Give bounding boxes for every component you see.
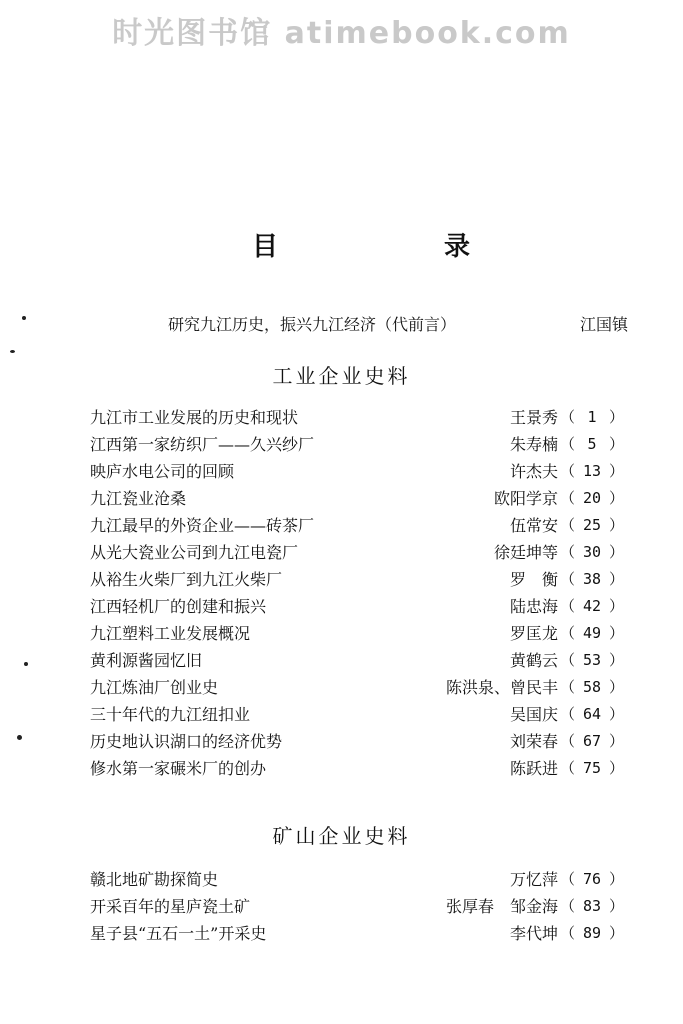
entry-page: （ 42 ） bbox=[560, 597, 625, 615]
toc-entry[interactable] bbox=[90, 512, 625, 539]
entry-author: 陆忠海 bbox=[509, 597, 558, 616]
entry-title: 修水第一家碾米厂的创办 bbox=[90, 759, 267, 778]
toc-entry[interactable] bbox=[90, 404, 625, 431]
title-char-left: 目 bbox=[252, 232, 279, 262]
entry-title: 黄利源酱园忆旧 bbox=[90, 651, 203, 670]
entry-title: 从裕生火柴厂到九江火柴厂 bbox=[90, 570, 283, 589]
entry-author: 刘荣春 bbox=[509, 732, 558, 751]
toc-entry[interactable] bbox=[90, 485, 625, 512]
entry-author: 伍常安 bbox=[509, 516, 558, 535]
section-heading-industry: 工业企业史料 bbox=[272, 364, 411, 388]
entry-author: 许杰夫 bbox=[509, 462, 558, 481]
toc-entry[interactable] bbox=[90, 674, 625, 701]
entry-title: 赣北地矿勘探简史 bbox=[90, 870, 219, 889]
entry-page: （ 53 ） bbox=[560, 651, 625, 669]
entry-author: 欧阳学京 bbox=[493, 489, 558, 508]
scan-speck bbox=[24, 662, 28, 666]
watermark-text: 时光图书馆 atimebook.com bbox=[112, 16, 571, 51]
toc-entry[interactable] bbox=[90, 458, 625, 485]
entry-author: 黄鹤云 bbox=[509, 651, 558, 670]
toc-list-industry bbox=[90, 404, 625, 782]
entry-title: 从光大瓷业公司到九江电瓷厂 bbox=[90, 543, 299, 562]
entry-title: 映庐水电公司的回顾 bbox=[90, 462, 235, 481]
entry-page: （ 76 ） bbox=[560, 870, 625, 888]
entry-page: （ 75 ） bbox=[560, 759, 625, 777]
entry-page: （ 89 ） bbox=[560, 924, 625, 942]
preface-title: 研究九江历史，振兴九江经济（代前言） bbox=[168, 315, 457, 334]
scan-speck bbox=[10, 350, 15, 353]
entry-title: 星子县“五石一土”开采史 bbox=[90, 924, 267, 943]
entry-author: 李代坤 bbox=[509, 924, 558, 943]
entry-page: （ 20 ） bbox=[560, 489, 625, 507]
toc-entry[interactable] bbox=[90, 647, 625, 674]
entry-title: 九江市工业发展的历史和现状 bbox=[90, 408, 299, 427]
toc-entry[interactable] bbox=[90, 539, 625, 566]
toc-entry[interactable] bbox=[90, 728, 625, 755]
entry-author: 万忆萍 bbox=[509, 870, 558, 889]
section-heading-mining: 矿山企业史料 bbox=[272, 824, 411, 848]
scan-speck bbox=[22, 316, 26, 320]
entry-author: 朱寿楠 bbox=[509, 435, 558, 454]
toc-entry[interactable] bbox=[90, 566, 625, 593]
toc-entry[interactable] bbox=[90, 431, 625, 458]
entry-title: 三十年代的九江纽扣业 bbox=[90, 705, 251, 724]
toc-entry[interactable] bbox=[90, 701, 625, 728]
entry-author: 王景秀 bbox=[509, 408, 558, 427]
entry-page: （ 83 ） bbox=[560, 897, 625, 915]
entry-page: （ 1 ） bbox=[560, 408, 625, 426]
entry-page: （ 5 ） bbox=[560, 435, 625, 453]
scan-speck bbox=[17, 735, 22, 740]
entry-title: 江西轻机厂的创建和振兴 bbox=[90, 597, 267, 616]
entry-page: （ 64 ） bbox=[560, 705, 625, 723]
entry-page: （ 49 ） bbox=[560, 624, 625, 642]
entry-title: 九江塑料工业发展概况 bbox=[90, 624, 251, 643]
entry-author: 罗 衡 bbox=[509, 570, 558, 589]
toc-entry[interactable] bbox=[90, 593, 625, 620]
toc-entry[interactable] bbox=[90, 755, 625, 782]
preface-author: 江国镇 bbox=[579, 315, 628, 334]
toc-entry[interactable] bbox=[90, 620, 625, 647]
entry-author: 罗匡龙 bbox=[509, 624, 558, 643]
entry-page: （ 30 ） bbox=[560, 543, 625, 561]
entry-author: 陈洪泉、曾民丰 bbox=[445, 678, 558, 697]
entry-author: 张厚春 邹金海 bbox=[445, 897, 558, 916]
entry-author: 徐廷坤等 bbox=[493, 543, 558, 562]
entry-page: （ 13 ） bbox=[560, 462, 625, 480]
entry-title: 开采百年的星庐瓷土矿 bbox=[90, 897, 251, 916]
entry-title: 江西第一家纺织厂——久兴纱厂 bbox=[90, 435, 315, 454]
toc-entry[interactable] bbox=[90, 920, 625, 947]
entry-title: 九江瓷业沧桑 bbox=[90, 489, 187, 508]
entry-page: （ 25 ） bbox=[560, 516, 625, 534]
entry-page: （ 38 ） bbox=[560, 570, 625, 588]
toc-entry[interactable] bbox=[90, 866, 625, 893]
entry-title: 九江炼油厂创业史 bbox=[90, 678, 219, 697]
entry-author: 陈跃进 bbox=[509, 759, 558, 778]
title-char-right: 录 bbox=[444, 232, 471, 262]
toc-list-mining bbox=[90, 866, 625, 947]
entry-author: 吴国庆 bbox=[509, 705, 558, 724]
preface-entry[interactable] bbox=[168, 312, 628, 336]
entry-page: （ 58 ） bbox=[560, 678, 625, 696]
entry-title: 历史地认识湖口的经济优势 bbox=[90, 732, 283, 751]
entry-title: 九江最早的外资企业——砖茶厂 bbox=[90, 516, 315, 535]
entry-page: （ 67 ） bbox=[560, 732, 625, 750]
toc-entry[interactable] bbox=[90, 893, 625, 920]
